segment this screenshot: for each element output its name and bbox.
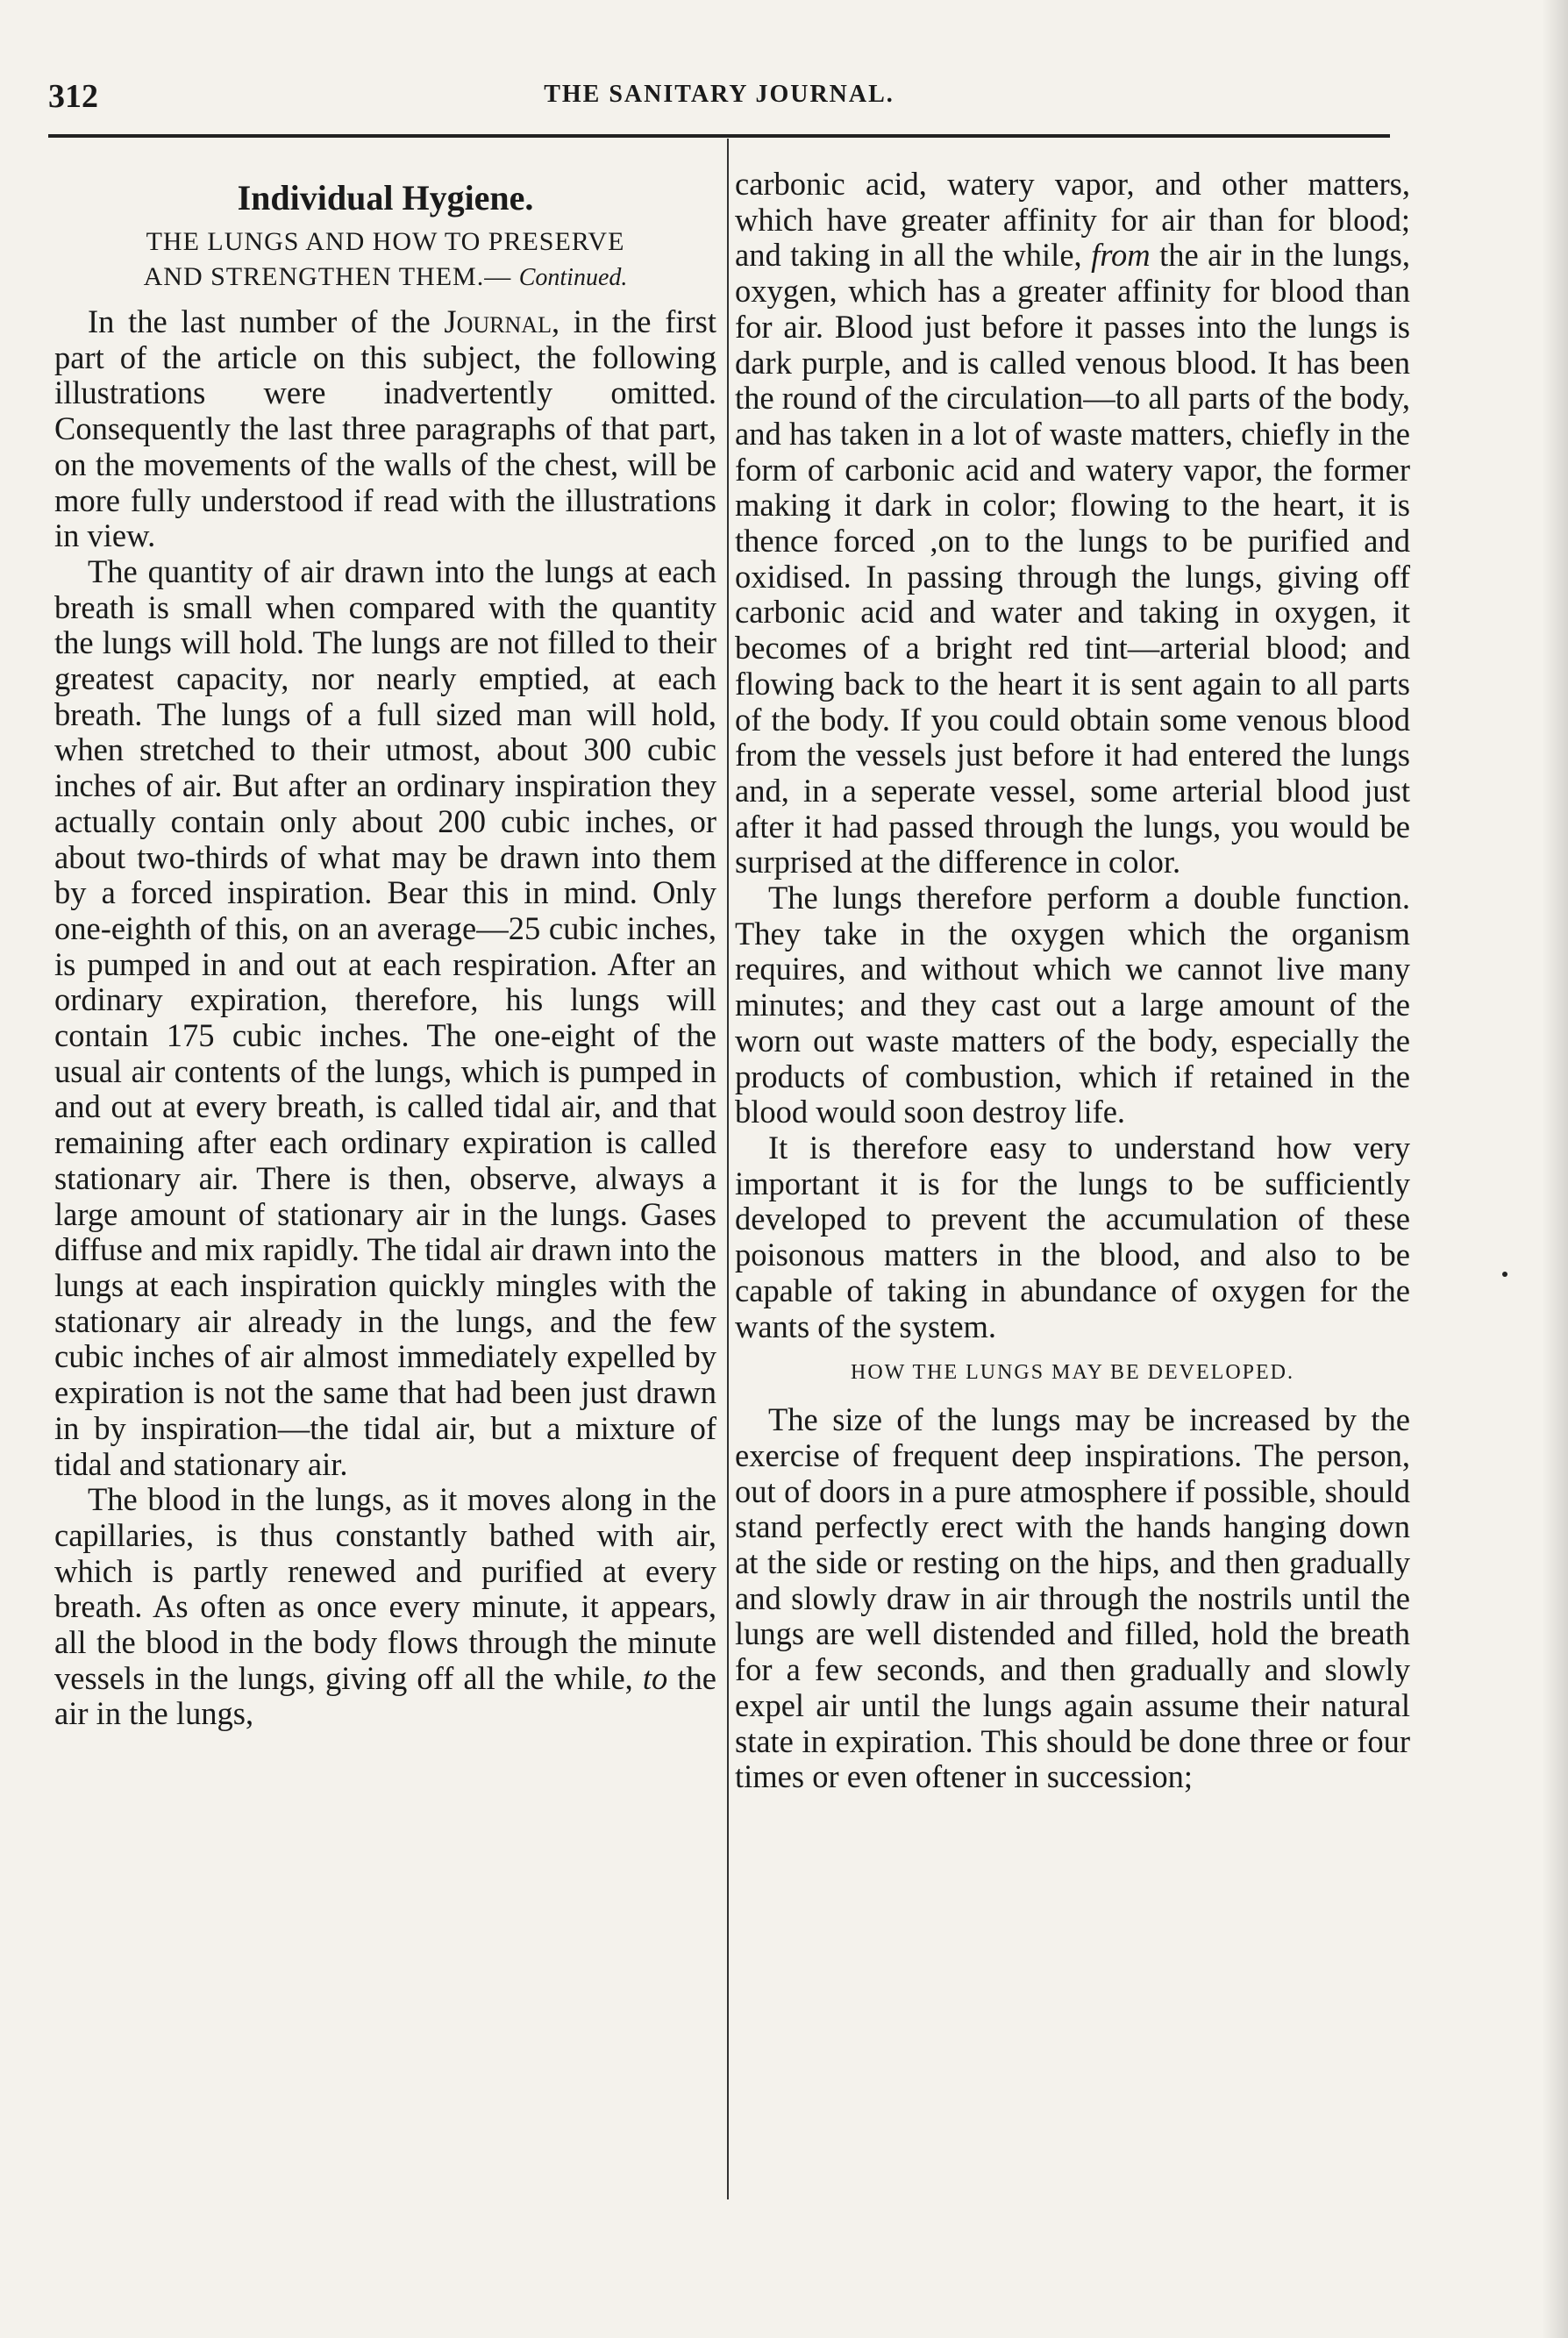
section-title: Individual Hygiene.	[237, 178, 534, 217]
paragraph-2: The quantity of air drawn into the lungs at each breath is small when compared with the quantity the lungs will hold. The lungs are not filled to their greatest capacity, nor nearly emptied, at each breath. The lungs of a full sized man will hold, when stretched to their utmost, about 300 cubic inches of air. But after an ordinary inspiration they actually contain only about 200 cubic inches, or about two-thirds of what may be drawn into them by a forced inspiration. Bear this in mind. Only one-eighth of this, on an average—25 cubic inches, is pumped in and out at each respiration. After an ordinary expiration, therefore, his lungs will contain 175 cubic inches. The one-eight of the usual air contents of the lungs, which is pumped in and out at every breath, is called tidal air, and that remaining after each ordinary expiration is called stationary air. There is then, observe, always a large amount of stationary air in the lungs. Gases diffuse and mix rapidly. The tidal air drawn into the lungs at each inspiration quickly mingles with the stationary air already in the lungs, and the few cubic inches of air almost immediately expelled by expiration is not the same that had been just drawn in by inspiration—the tidal air, but a mixture of tidal and stationary air.	[54, 552, 716, 1482]
paragraph-1-start: In the last number of the	[88, 303, 445, 339]
paragraph-3-cont-rest: the air in the lungs, oxygen, which has a greater affinity for blood than for air. Blood just before it passes into the lungs is dark purple, and is called venous blood. It has been the round of the circulation—to all parts of the body, and has taken in a lot of waste matters, chiefly in the form of carbonic acid and watery vapor, the former making it dark in color; flowing to the heart, it is thence forced ,on to the lungs to be purified and oxidised. In passing through the lungs, giving off carbonic acid and water and taking in oxygen, it becomes of a bright red tint—arterial blood; and flowing back to the heart it is sent again to all parts of the body. If you could obtain some venous blood from the vessels just before it had entered the lungs and, in a seperate vessel, some arterial blood just after it had passed through the lungs, you would be surprised at the difference in color.	[735, 237, 1411, 880]
journal-name: Journal	[444, 303, 552, 339]
paragraph-4: The lungs therefore perform a double function. They take in the oxygen which the organism requires, and without which we cannot live many minutes; and they cast out a large amount of the worn out waste matters of the body, especially the products of combustion, which if retained in the blood would soon destroy life.	[735, 880, 1410, 1130]
paragraph-3-start: The blood in the lungs, as it moves along in the capillaries, is thus constantly bathed with air, which is partly renewed and purified at every breath. As often as once every minute, it appears, all the blood in the body flows through the minute vessels in the lungs, giving off all the while,	[54, 1481, 716, 1696]
subtitle-line-2: AND STRENGTHEN THEM.—	[143, 262, 512, 291]
page-edge-shadow	[1542, 0, 1568, 2338]
paragraph-3-end: the air in the lungs,	[54, 1659, 716, 1732]
subtitle-line-1: THE LUNGS AND HOW TO PRESERVE	[146, 227, 625, 256]
left-column	[54, 167, 716, 1732]
subtitle-continued: Continued.	[518, 264, 628, 291]
article-subtitle	[54, 225, 716, 296]
emphasis-from: from	[1091, 237, 1151, 274]
subheading: HOW THE LUNGS MAY BE DEVELOPED.	[851, 1361, 1294, 1385]
paragraph-3-continued	[735, 167, 1410, 880]
page-header	[48, 77, 1390, 121]
paragraph-1-rest: , in the first part of the article on this subject, the following illustrations were inadvertently omitted. Consequently the last three paragraphs of that part, on the movements of the walls of the chest, will be more fully understood if read with the illustrations in view.	[54, 303, 716, 554]
emphasis-to: to	[642, 1659, 668, 1696]
page-number: 312	[48, 78, 98, 115]
right-column	[735, 167, 1410, 1795]
paragraph-3	[54, 1482, 716, 1732]
paragraph-1	[54, 304, 716, 554]
header-rule	[48, 134, 1390, 138]
paragraph-5: It is therefore easy to understand how very important it is for the lungs to be sufficiently developed to prevent the accumulation of these poisonous matters in the blood, and also to be capable of taking in abundance of oxygen for the wants of the system.	[735, 1129, 1410, 1344]
column-divider	[727, 139, 729, 2199]
running-title: THE SANITARY JOURNAL.	[544, 81, 894, 108]
paragraph-6: The size of the lungs may be increased by the exercise of frequent deep inspirations. The person, out of doors in a pure atmosphere if possible, should stand perfectly erect with the hands hanging down at the side or resting on the hips, and then gradually and slowly draw in air through the nostrils until the lungs are well distended and filled, hold the breath for a few seconds, and then gradually and slowly expel air until the lungs again assume their natural state in expiration. This should be done three or four times or even oftener in succession;	[735, 1401, 1410, 1795]
paragraph-3-cont-start: carbonic acid, watery vapor, and other matters, which have greater affinity for air than for blood; and taking in all the while,	[735, 166, 1410, 274]
ink-speck	[1502, 1272, 1507, 1277]
